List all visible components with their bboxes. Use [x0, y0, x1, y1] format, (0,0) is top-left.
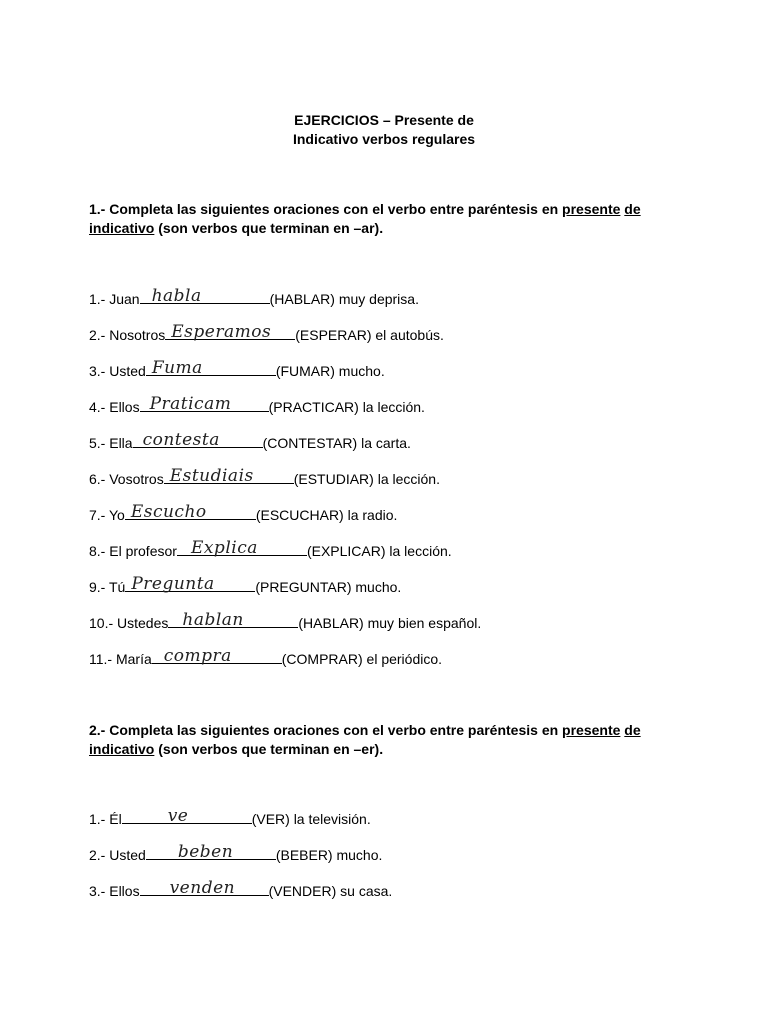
section-1-instr-text: 1.- Completa las siguientes oraciones con el verbo entre paréntesis en	[89, 201, 563, 217]
item-prefix: 1.- Juan	[89, 291, 140, 307]
item-prefix: 10.- Ustedes	[89, 615, 169, 631]
item-prefix: 7.- Yo	[89, 507, 125, 523]
item-prefix: 3.- Ellos	[89, 883, 140, 899]
handwritten-answer: venden	[169, 878, 236, 898]
handwritten-answer: Esperamos	[171, 322, 272, 342]
exercise-1-item-11	[89, 646, 443, 668]
item-suffix: (ESPERAR) el autobús.	[295, 327, 444, 343]
item-prefix: 4.- Ellos	[89, 399, 140, 415]
answer-blank[interactable]	[164, 466, 294, 486]
answer-blank[interactable]	[146, 842, 276, 862]
item-suffix: (HABLAR) muy deprisa.	[269, 291, 419, 307]
exercise-1-item-9	[89, 574, 402, 596]
item-suffix: (COMPRAR) el periódico.	[281, 651, 443, 667]
item-suffix: (EXPLICAR) la lección.	[306, 543, 452, 559]
item-suffix: (PREGUNTAR) mucho.	[255, 579, 402, 595]
answer-blank[interactable]	[177, 538, 307, 558]
answer-blank[interactable]	[125, 574, 255, 594]
answer-blank[interactable]	[122, 806, 252, 826]
section-2-instr-underline-presente: presente	[562, 722, 621, 738]
handwritten-answer: Fuma	[151, 358, 203, 378]
handwritten-answer: ve	[167, 806, 189, 826]
handwritten-answer: Explica	[190, 538, 258, 558]
item-suffix: (ESTUDIAR) la lección.	[293, 471, 440, 487]
handwritten-answer: hablan	[182, 610, 244, 630]
answer-blank[interactable]	[140, 394, 269, 414]
answer-blank[interactable]	[125, 502, 256, 522]
section-1-instr-text-end: (son verbos que terminan en –ar).	[154, 220, 384, 236]
handwritten-answer: Pregunta	[131, 574, 215, 594]
answer-blank[interactable]	[152, 646, 282, 666]
section-2-instr-text: 2.- Completa las siguientes oraciones con el verbo entre paréntesis en	[89, 722, 563, 738]
item-prefix: 8.- El profesor	[89, 543, 177, 559]
answer-blank[interactable]	[140, 286, 270, 306]
handwritten-answer: Estudiais	[169, 466, 254, 486]
handwritten-answer: Praticam	[149, 394, 232, 414]
answer-blank[interactable]	[140, 878, 269, 898]
section-1-instr-underline-indicativo: de indicativo	[89, 201, 641, 236]
answer-blank[interactable]	[165, 322, 295, 342]
exercise-1-item-5	[89, 430, 411, 452]
exercise-1-item-2	[89, 322, 444, 344]
exercise-1-item-6	[89, 466, 440, 488]
answer-blank[interactable]	[133, 430, 263, 450]
exercise-2-item-2	[89, 842, 383, 864]
exercise-1-item-7	[89, 502, 398, 524]
item-suffix: (PRACTICAR) la lección.	[268, 399, 425, 415]
item-suffix: (CONTESTAR) la carta.	[262, 435, 411, 451]
item-prefix: 6.- Vosotros	[89, 471, 164, 487]
item-prefix: 2.- Nosotros	[89, 327, 166, 343]
section-2-instr-text-end: (son verbos que terminan en –er).	[154, 741, 384, 757]
handwritten-answer: habla	[151, 286, 202, 306]
exercise-1-item-8	[89, 538, 452, 560]
section-1-instructions	[89, 200, 679, 238]
handwritten-answer: Escucho	[130, 502, 207, 522]
item-suffix: (ESCUCHAR) la radio.	[255, 507, 398, 523]
item-prefix: 3.- Usted	[89, 363, 146, 379]
item-prefix: 9.- Tú	[89, 579, 126, 595]
exercise-2-item-1	[89, 806, 371, 828]
item-suffix: (BEBER) mucho.	[275, 847, 383, 863]
item-suffix: (VENDER) su casa.	[268, 883, 393, 899]
item-suffix: (HABLAR) muy bien español.	[298, 615, 482, 631]
item-prefix: 1.- Él	[89, 811, 122, 827]
section-1-instr-underline-presente: presente	[562, 201, 621, 217]
item-prefix: 2.- Usted	[89, 847, 146, 863]
handwritten-answer: contesta	[142, 430, 220, 450]
exercise-1-item-10	[89, 610, 482, 632]
handwritten-answer: beben	[177, 842, 234, 862]
item-suffix: (FUMAR) mucho.	[275, 363, 385, 379]
section-2-instr-underline-indicativo: de indicativo	[89, 722, 641, 757]
section-2-instructions	[89, 721, 679, 759]
item-prefix: 5.- Ella	[89, 435, 133, 451]
item-prefix: 11.- María	[89, 651, 152, 667]
worksheet-title-line-2: Indicativo verbos regulares	[292, 131, 476, 147]
answer-blank[interactable]	[146, 358, 276, 378]
exercise-1-item-1	[89, 286, 419, 308]
exercise-2-item-3	[89, 878, 393, 900]
answer-blank[interactable]	[168, 610, 298, 630]
worksheet-title-line-1: EJERCICIOS – Presente de	[294, 112, 474, 128]
exercise-1-item-4	[89, 394, 425, 416]
item-suffix: (VER) la televisión.	[251, 811, 371, 827]
exercise-1-item-3	[89, 358, 385, 380]
handwritten-answer: compra	[163, 646, 232, 666]
